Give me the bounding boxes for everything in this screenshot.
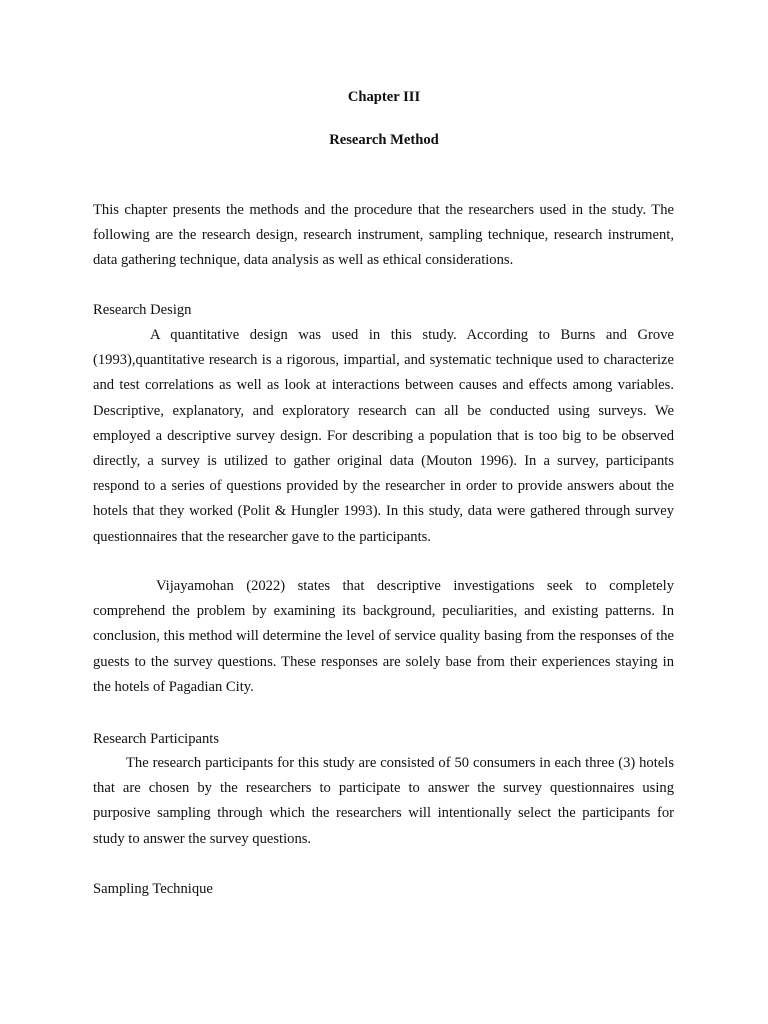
section-heading-research-design: Research Design [93,302,192,318]
research-design-paragraph-1: A quantitative design was used in this study. According to Burns and Grove (1993),quantitative research is a rigorous, impartial, and systematic technique used to characterize and test correlations as well as look at interactions between causes and effects among variables. Descriptive, explanatory, and exploratory research can all be conducted using surveys. We employed a descriptive survey design. For describing a population that is too big to be observed directly, a survey is utilized to gather original data (Mouton 1996). In a survey, participants respond to a series of questions provided by the researcher in order to provide answers about the hotels that they worked (Polit & Hungler 1993). In this study, data were gathered through survey questionnaires that the researcher gave to the participants. [93,327,674,545]
section-heading-sampling-technique: Sampling Technique [93,881,213,897]
chapter-subtitle: Research Method [329,132,439,148]
research-participants-paragraph-1: The research participants for this study are consisted of 50 consumers in each three (3) hotels that are chosen by the researchers to participate to answer the survey questionnaires using purposive sampling through which the researchers will intentionally select the participants for study to answer the survey questions. [93,755,674,847]
section-heading-research-participants: Research Participants [93,731,220,747]
research-design-paragraph-2: Vijayamohan (2022) states that descriptive investigations seek to completely comprehend the problem by examining its background, peculiarities, and existing patterns. In conclusion, this method will determine the level of service quality basing from the responses of the guests to the survey questions. These responses are solely base from their experiences staying in the hotels of Pagadian City. [93,578,674,695]
intro-paragraph: This chapter presents the methods and the procedure that the researchers used in the study. The following are the research design, research instrument, sampling technique, research instrument, data gathering technique, data analysis as well as ethical considerations. [93,202,674,269]
chapter-title: Chapter III [347,89,421,105]
